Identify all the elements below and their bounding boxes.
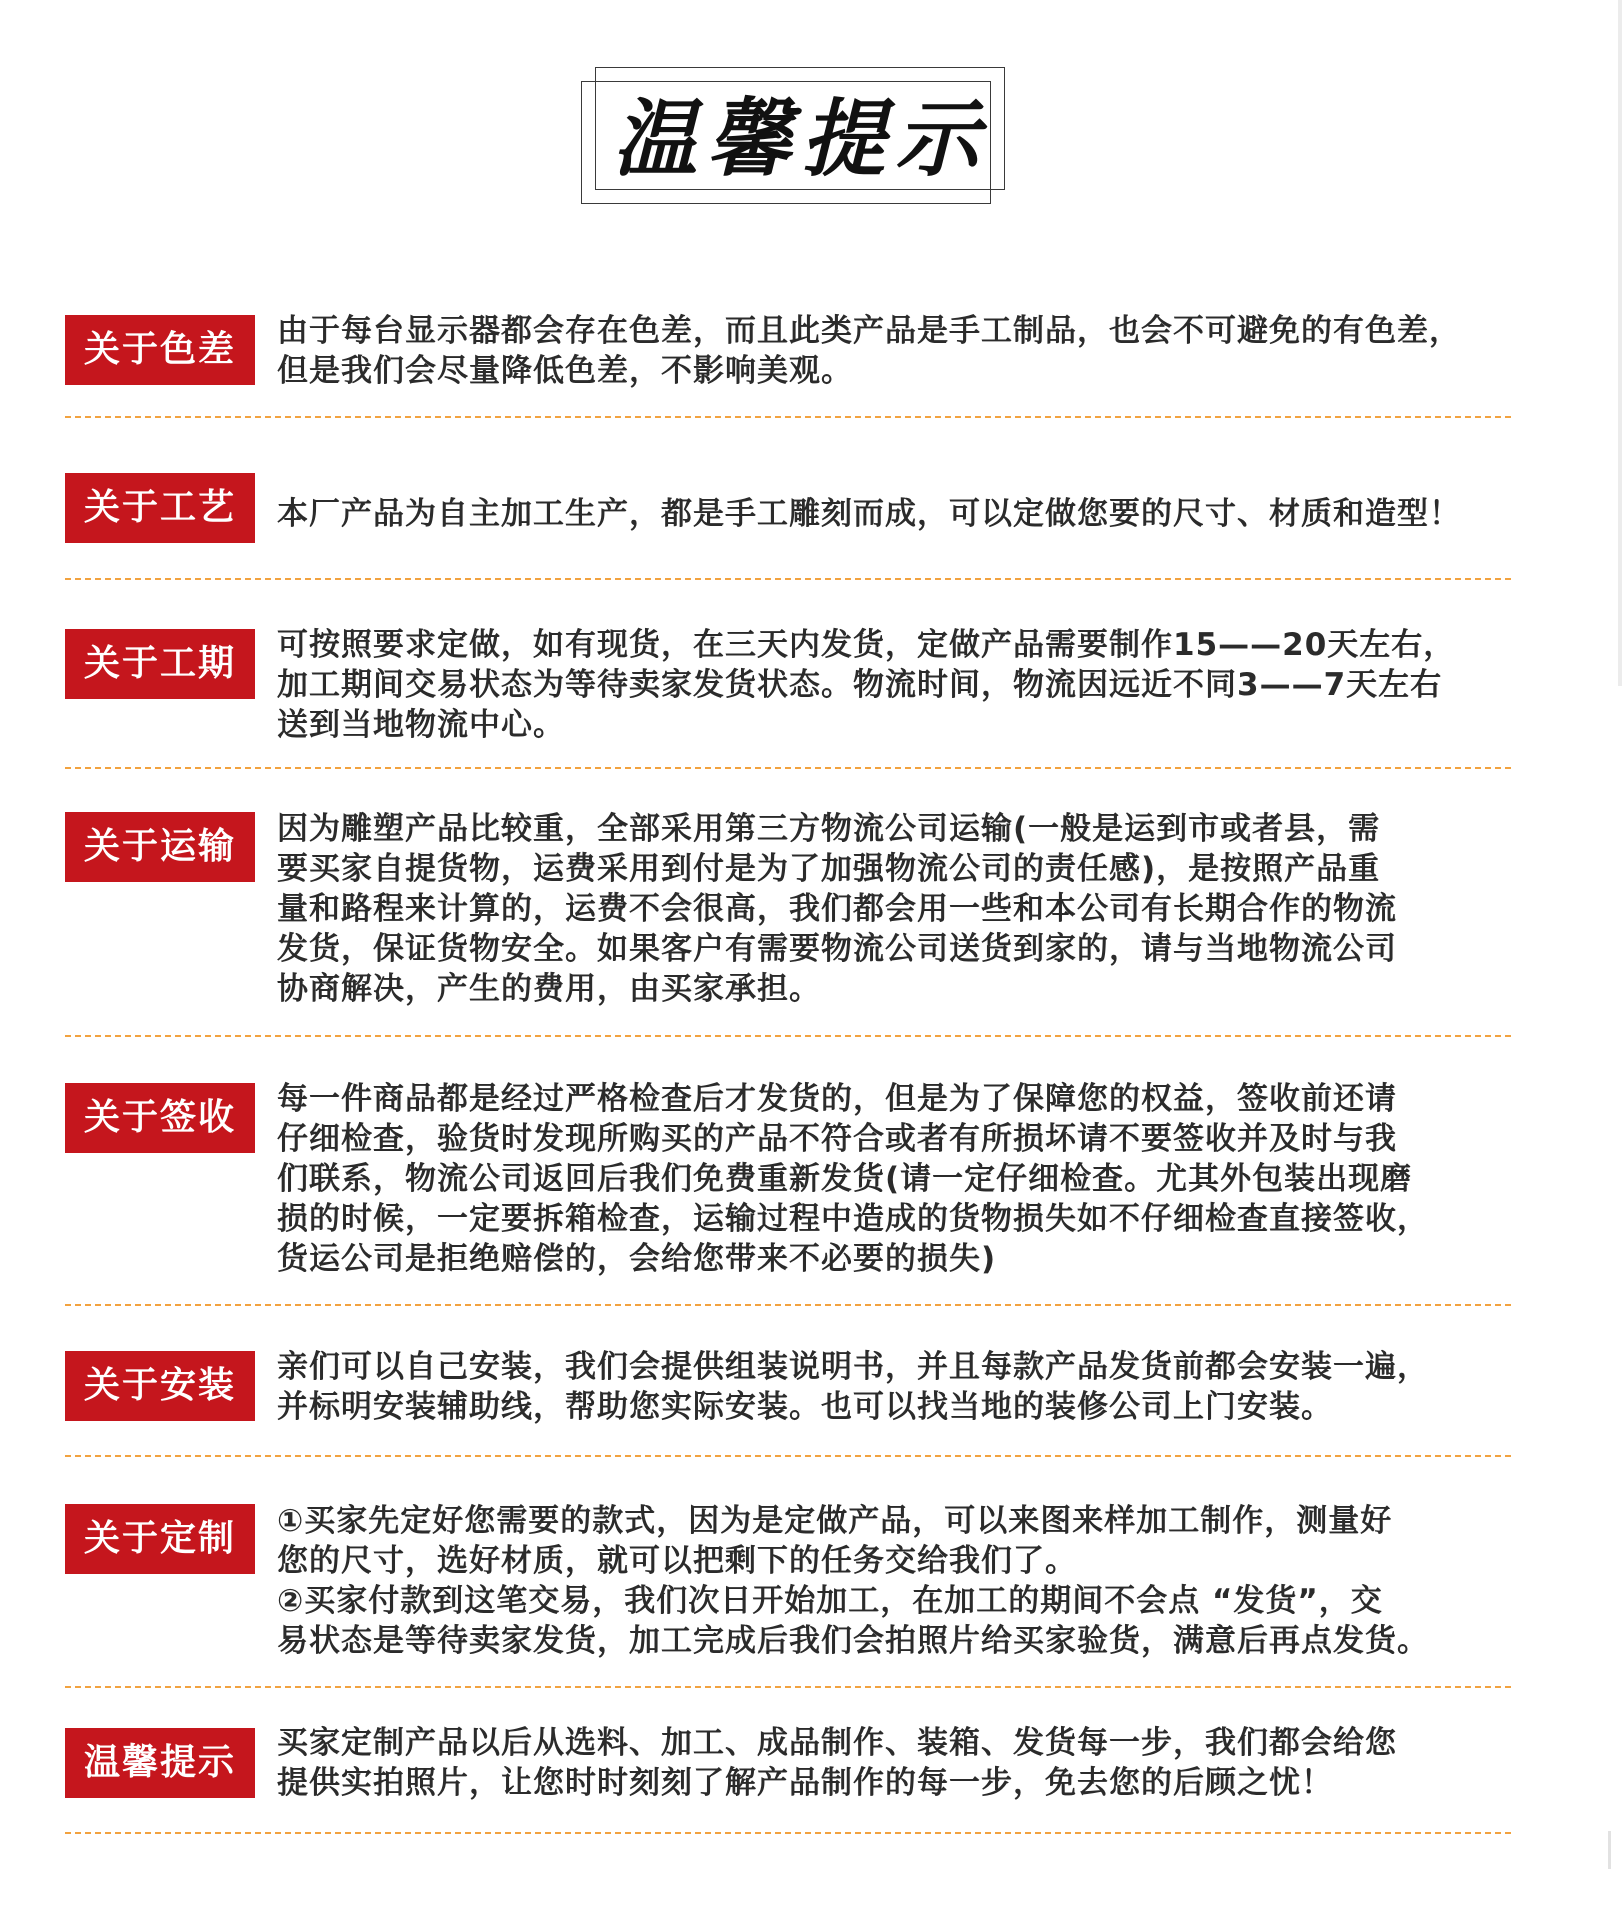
text-line: 发货，保证货物安全。如果客户有需要物流公司送货到家的，请与当地物流公司: [277, 931, 1397, 967]
section-text-color-difference: [277, 311, 1461, 391]
text-line: ①买家先定好您需要的款式，因为是定做产品，可以来图来样加工制作，测量好: [277, 1503, 1393, 1539]
text-line: ②买家付款到这笔交易，我们次日开始加工，在加工的期间不会点 “发货”，交: [277, 1583, 1383, 1619]
section-text-kind-reminder: [277, 1723, 1397, 1803]
edge-line: [1608, 1831, 1611, 1869]
dashed-divider: [65, 1304, 1511, 1306]
text-line: 您的尺寸，选好材质，就可以把剩下的任务交给我们了。: [277, 1543, 1077, 1579]
text-line: 们联系，物流公司返回后我们免费重新发货(请一定仔细检查。尤其外包装出现磨: [277, 1161, 1413, 1197]
text-line: 货运公司是拒绝赔偿的，会给您带来不必要的损失): [277, 1241, 997, 1277]
section-text-craft: [277, 494, 1461, 534]
section-text-receipt: [277, 1079, 1429, 1279]
section-label-installation: 关于安装: [65, 1351, 255, 1421]
section-label-shipping: 关于运输: [65, 812, 255, 882]
dashed-divider: [65, 1832, 1511, 1834]
text-line: 要买家自提货物，运费采用到付是为了加强物流公司的责任感)，是按照产品重: [277, 851, 1381, 887]
dashed-divider: [65, 1035, 1511, 1037]
dashed-divider: [65, 1455, 1511, 1457]
dashed-divider: [65, 578, 1511, 580]
dashed-divider: [65, 1686, 1511, 1688]
text-line: 可按照要求定做，如有现货，在三天内发货，定做产品需要制作15——20天左右，: [277, 627, 1456, 663]
section-text-shipping: [277, 809, 1397, 1009]
text-line: 因为雕塑产品比较重，全部采用第三方物流公司运输(一般是运到市或者县，需: [277, 811, 1381, 847]
section-label-lead-time: 关于工期: [65, 629, 255, 699]
section-text-lead-time: [277, 625, 1455, 745]
text-line: 量和路程来计算的，运费不会很高，我们都会用一些和本公司有长期合作的物流: [277, 891, 1397, 927]
text-line: 每一件商品都是经过严格检查后才发货的，但是为了保障您的权益，签收前还请: [277, 1081, 1397, 1117]
section-label-color-difference: 关于色差: [65, 315, 255, 385]
text-line: 由于每台显示器都会存在色差，而且此类产品是手工制品，也会不可避免的有色差，: [277, 313, 1461, 349]
section-text-installation: [277, 1347, 1429, 1427]
dashed-divider: [65, 416, 1511, 418]
section-label-receipt: 关于签收: [65, 1083, 255, 1153]
text-line: 但是我们会尽量降低色差，不影响美观。: [277, 353, 853, 389]
section-text-customization: [277, 1501, 1429, 1661]
text-line: 提供实拍照片，让您时时刻刻了解产品制作的每一步，免去您的后顾之忧！: [277, 1765, 1333, 1801]
section-label-kind-reminder: 温馨提示: [65, 1728, 255, 1798]
section-label-customization: 关于定制: [65, 1504, 255, 1574]
text-line: 本厂产品为自主加工生产，都是手工雕刻而成，可以定做您要的尺寸、材质和造型！: [277, 496, 1461, 532]
text-line: 亲们可以自己安装，我们会提供组装说明书，并且每款产品发货前都会安装一遍，: [277, 1349, 1429, 1385]
dashed-divider: [65, 767, 1511, 769]
text-line: 送到当地物流中心。: [277, 707, 565, 743]
text-line: 仔细检查，验货时发现所购买的产品不符合或者有所损坏请不要签收并及时与我: [277, 1121, 1397, 1157]
text-line: 加工期间交易状态为等待卖家发货状态。物流时间，物流因远近不同3——7天左右: [277, 667, 1443, 703]
edge-line: [1618, 0, 1622, 686]
text-line: 并标明安装辅助线，帮助您实际安装。也可以找当地的装修公司上门安装。: [277, 1389, 1333, 1425]
page-title: 温馨提示: [612, 89, 989, 188]
section-label-craft: 关于工艺: [65, 473, 255, 543]
text-line: 买家定制产品以后从选料、加工、成品制作、装箱、发货每一步，我们都会给您: [277, 1725, 1397, 1761]
text-line: 损的时候，一定要拆箱检查，运输过程中造成的货物损失如不仔细检查直接签收，: [277, 1201, 1429, 1237]
text-line: 协商解决，产生的费用，由买家承担。: [277, 971, 821, 1007]
text-line: 易状态是等待卖家发货，加工完成后我们会拍照片给买家验货，满意后再点发货。: [277, 1623, 1429, 1659]
